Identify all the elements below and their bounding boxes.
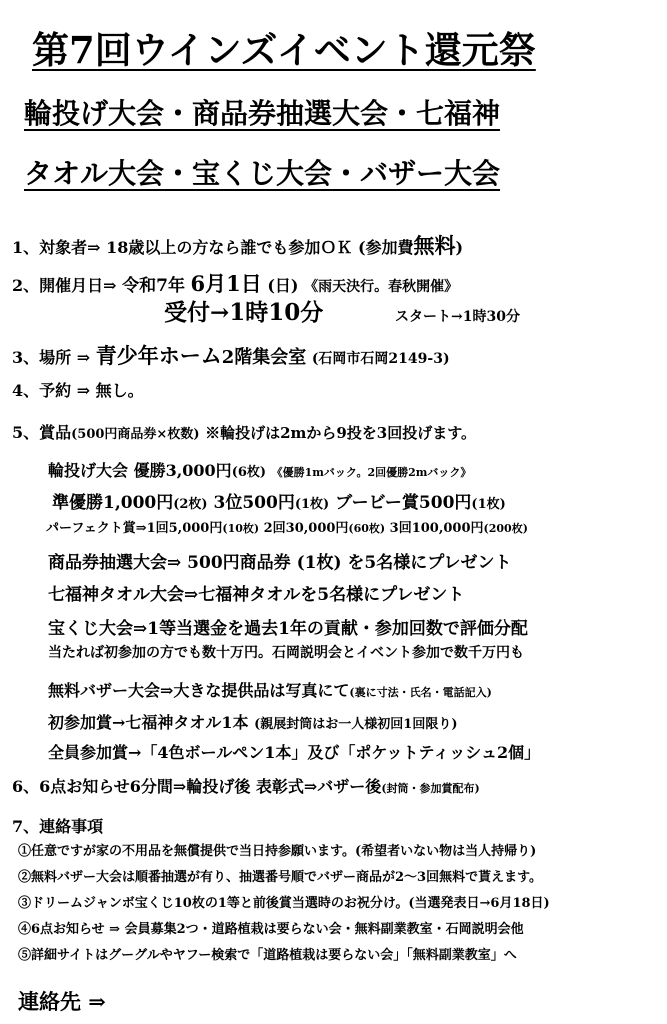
perfect-1: パーフェクト賞⇒1回5,000円: [46, 521, 223, 536]
section-eligibility: [12, 230, 463, 260]
ring-toss-winner-note: 《優勝1mバック。2回優勝2mバック》: [271, 466, 472, 479]
runner-up: 準優勝1,000円: [52, 493, 174, 513]
prizes-note: ※輪投げは2mから9投を3回投げます。: [205, 424, 477, 442]
ring-toss-winner: [48, 458, 471, 481]
booby-prize: ブービー賞500円: [335, 493, 472, 513]
first-time-prize: [48, 710, 457, 733]
date-label: 2、開催月日⇒: [12, 276, 117, 295]
eligibility-label: 1、対象者⇒: [12, 238, 101, 257]
date-era: 令和7年: [122, 276, 185, 296]
reception-time: 受付→1時10分: [164, 299, 324, 326]
fee-free: 無料: [413, 233, 456, 258]
perfect-2: 2回30,000円: [263, 521, 349, 536]
perfect-prize: [46, 517, 528, 536]
date-dow: (日): [267, 276, 299, 295]
third-place-sheets: (1枚): [294, 497, 330, 512]
section-venue: [12, 340, 450, 370]
first-time-prize-note: (親展封筒はお一人様初回1回限り): [254, 717, 458, 732]
notice-item: ④6点お知らせ ⇒ 会員募集2つ・道路植栽は要らない会・無料副業教室・石岡説明会他: [18, 922, 524, 937]
page-title: 第7回ウインズイベント還元祭: [32, 28, 536, 72]
prizes-unit: (500円商品券×枚数): [71, 427, 200, 442]
venue-room: 2階集会室: [221, 347, 307, 368]
date-value: 6月1日: [190, 271, 262, 296]
subtitle-line-2: タオル大会・宝くじ大会・バザー大会: [24, 157, 501, 190]
contact-label: 連絡先 ⇒: [18, 989, 106, 1014]
venue-name: 青少年ホーム: [95, 343, 222, 368]
towel-contest: 七福神タオル大会⇒七福神タオルを5名様にプレゼント: [48, 585, 465, 605]
booby-prize-sheets: (1枚): [471, 497, 506, 512]
third-place: 3位500円: [213, 493, 295, 513]
ring-toss-others: [52, 488, 506, 513]
prizes-label: 5、賞品: [12, 423, 72, 442]
section-notices: 7、連絡事項: [12, 817, 104, 836]
section-program: [12, 774, 480, 797]
free-bazaar-note: (裏に寸法・氏名・電話記入): [349, 686, 492, 699]
venue-address: (石岡市石岡2149-3): [311, 351, 450, 367]
date-note: 《雨天決行。春秋開催》: [304, 279, 459, 295]
start-time: スタート→1時30分: [395, 309, 520, 325]
notice-item: ⑤詳細サイトはグーグルやヤフー検索で「道路植栽は要らない会」「無料副業教室」へ: [18, 948, 517, 963]
perfect-3-sheets: (200枚): [483, 522, 528, 535]
program-note: (封筒・参加賞配布): [381, 782, 480, 795]
eligibility-close: ): [455, 238, 464, 257]
runner-up-sheets: (2枚): [173, 497, 208, 512]
notice-item: ②無料バザー大会は順番抽選が有り、抽選番号順でバザー商品が2～3回無料で貰えます。: [18, 870, 543, 885]
perfect-3: 3回100,000円: [389, 521, 484, 536]
venue-label: 3、場所 ⇒: [12, 348, 91, 367]
eligibility-text: 18歳以上の方なら誰でも参加ＯＫ (参加費: [106, 238, 414, 257]
lottery-contest: 宝くじ大会⇒1等当選金を過去1年の貢献・参加回数で評価分配: [48, 619, 528, 639]
ring-toss-winner-sheets: (6枚): [231, 465, 267, 480]
free-bazaar-text: 無料バザー大会⇒大きな提供品は写真にて: [48, 681, 350, 700]
notice-item: ①任意ですが家の不用品を無償提供で当日持参願います。(希望者いない物は当人持帰り): [18, 844, 537, 859]
section-prizes: [12, 420, 476, 443]
program-text: 6、6点お知らせ6分間⇒輪投げ後 表彰式⇒バザー後: [12, 777, 382, 796]
notice-item: ③ドリームジャンボ宝くじ10枚の1等と前後賞当選時のお祝分け。(当選発表日→6月18日): [18, 896, 550, 911]
voucher-lottery: 商品券抽選大会⇒ 500円商品券 (1枚) を5名様にプレゼント: [48, 553, 512, 573]
participation-prize: 全員参加賞→「4色ボールペン1本」及び「ポケットティッシュ2個」: [48, 743, 541, 762]
ring-toss-winner-text: 輪投げ大会 優勝3,000円: [48, 461, 232, 480]
perfect-2-sheets: (60枚): [348, 522, 386, 535]
subtitle-line-1: 輪投げ大会・商品券抽選大会・七福神: [24, 97, 501, 130]
perfect-1-sheets: (10枚): [222, 522, 260, 535]
lottery-note: 当たれば初参加の方でも数十万円。石岡説明会とイベント参加で数千万円も: [48, 645, 524, 661]
first-time-prize-text: 初参加賞→七福神タオル1本: [48, 713, 249, 732]
free-bazaar: [48, 678, 492, 701]
section-reservation: 4、予約 ⇒ 無し。: [12, 381, 144, 400]
